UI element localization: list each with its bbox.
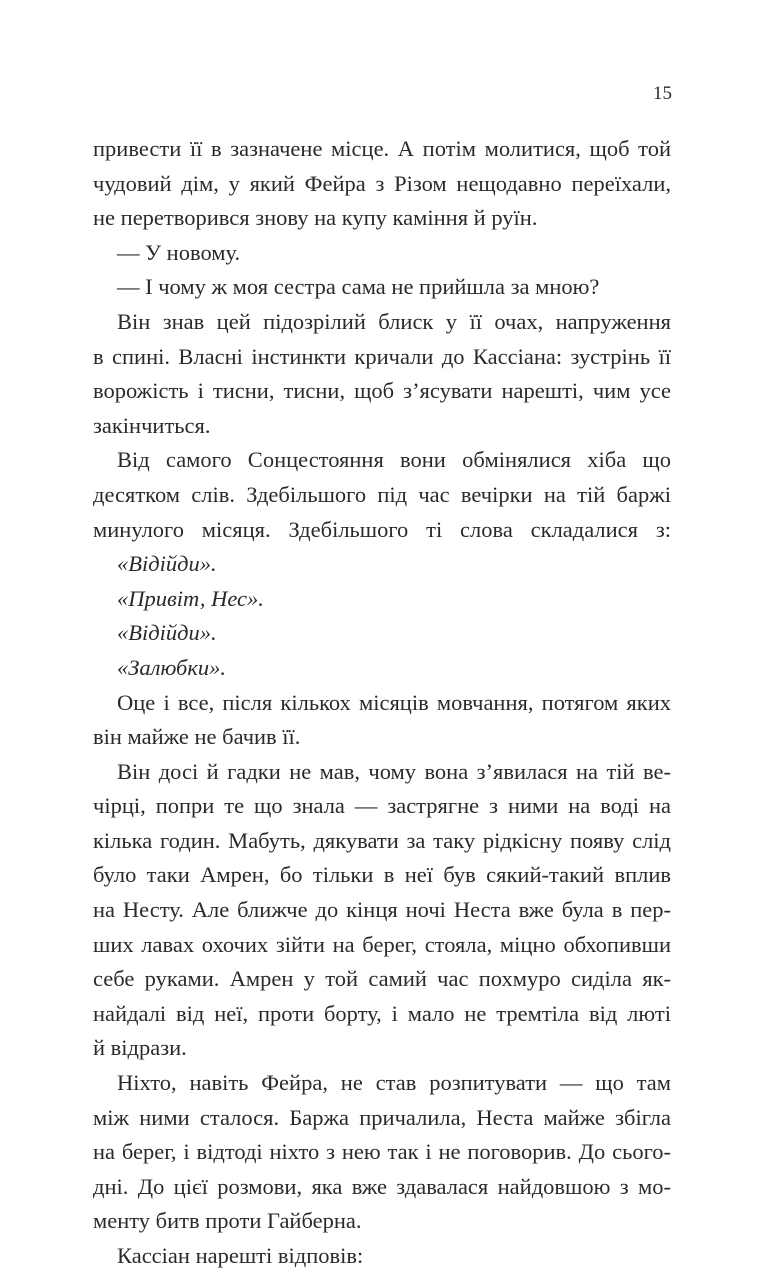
text-line: десятком слів. Здебільшого під час вечірки на тій баржі [93,481,671,507]
text-line: між ними сталося. Баржа причалила, Неста майже збігла [93,1104,671,1130]
quote-line: «Відійди». [117,551,217,577]
text-line: Ніхто, навіть Фейра, не став розпитувати — що там [117,1070,671,1096]
text-line: він майже не бачив її. [93,724,301,750]
quote-line: «Залюбки». [117,654,226,680]
text-line: Кассіан нарешті відповів: [117,1243,364,1268]
text-line: привести її в зазначене місце. А потім молитися, щоб той [93,136,671,161]
text-line: ворожість і тисни, тисни, щоб з’ясувати нарешті, чим усе [93,378,671,404]
text-line: на берег, і відтоді ніхто з нею так і не поговорив. До сього- [93,1139,671,1165]
text-line: Він знав цей підозрілий блиск у її очах, напруження [117,308,671,334]
text-line: закінчиться. [93,412,211,438]
text-line: себе руками. Амрен у той самий час похмуро сиділа як- [93,966,671,992]
text-line: ших лавах охочих зійти на берег, стояла, міцно обхопивши [93,931,671,957]
text-line: минулого місяця. Здебільшого ті слова складалися з: [93,516,671,542]
text-line: Від самого Сонцестояння вони обмінялися хіба що [117,447,671,473]
text-line: кілька годин. Мабуть, дякувати за таку рідкісну появу слід [93,827,671,853]
text-line: в спині. Власні інстинкти кричали до Кассіана: зустрінь її [93,343,671,369]
text-line: було таки Амрен, бо тільки в неї був сякий-такий вплив [93,862,671,888]
text-line: й відрази. [93,1035,187,1061]
text-line: чірці, попри те що знала — застрягне з ними на воді на [93,793,671,819]
page-number: 15 [653,83,672,104]
quote-line: «Привіт, Нес». [117,585,264,611]
dialogue-line: — І чому ж моя сестра сама не прийшла за мною? [117,274,600,300]
text-line: дні. До цієї розмови, яка вже здавалася найдовшою з мо- [93,1173,671,1199]
text-line: менту битв проти Гайберна. [93,1208,362,1234]
quote-line: «Відійди». [117,620,217,646]
text-line: Він досі й гадки не мав, чому вона з’явилася на тій ве- [117,758,671,784]
text-line: на Несту. Але ближче до кінця ночі Неста вже була в пер- [93,897,671,923]
text-line: не перетворився знову на купу каміння й руїн. [93,205,538,231]
text-line: чудовий дім, у який Фейра з Різом нещодавно переїхали, [93,170,671,196]
text-line: найдалі від неї, проти борту, і мало не тремтіла від люті [93,1000,671,1026]
dialogue-line: — У новому. [117,239,241,265]
body-text [93,132,671,1274]
text-line: Оце і все, після кількох місяців мовчання, потягом яких [117,689,671,715]
